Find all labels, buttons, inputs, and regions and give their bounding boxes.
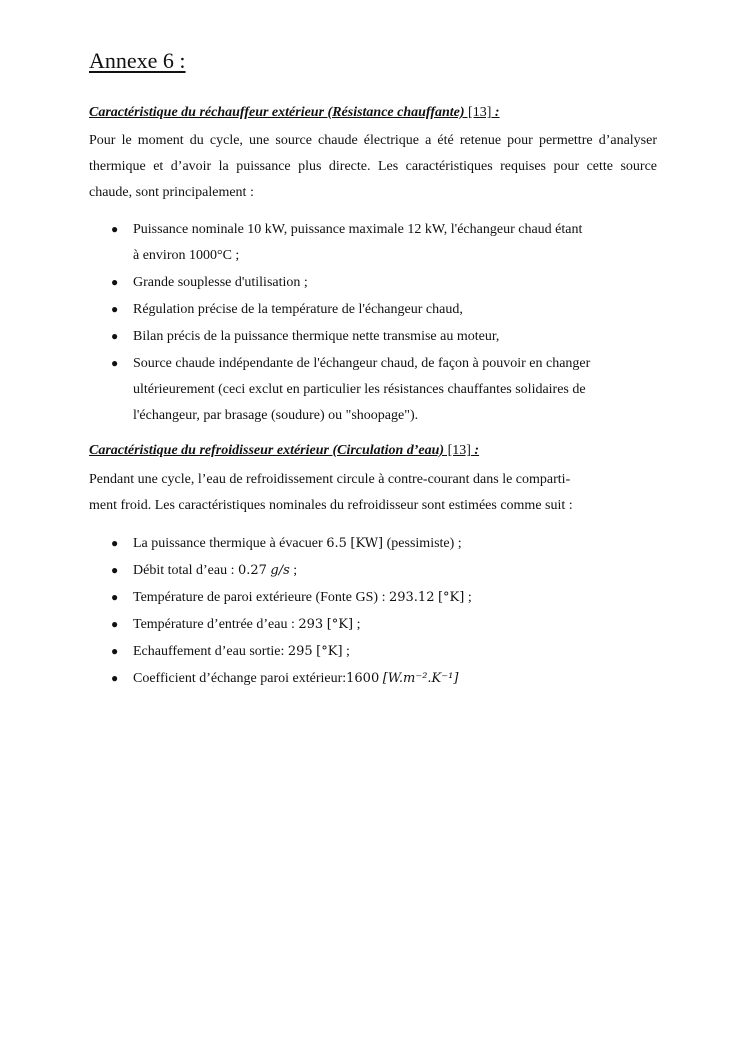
heading-colon: : — [470, 443, 480, 458]
paragraph-line: Pour le moment du cycle, une source chaude électrique a été retenue pour permettre d’analyser — [89, 133, 657, 148]
list-item-text: Débit total d’eau : — [133, 563, 238, 578]
value: 0.27 — [237, 563, 267, 578]
list-item-text: Source chaude indépendante de l'échangeur chaud, de façon à pouvoir en changer — [133, 356, 591, 371]
unit: g/s — [270, 563, 290, 578]
list-item-text: Coefficient d’échange paroi extérieur: — [133, 671, 347, 686]
list-item — [111, 563, 297, 579]
suffix: ; — [464, 590, 472, 605]
suffix: ; — [289, 563, 298, 578]
heading-text: Caractéristique du refroidisseur extérieur (Circulation d’eau) — [89, 443, 445, 458]
list-item-text: Bilan précis de la puissance thermique nette transmise au moteur, — [133, 329, 500, 344]
list-item-text: Echauffement d’eau sortie: — [133, 644, 288, 659]
paragraph-line: thermique et d’avoir la puissance plus directe. Les caractéristiques requises pour cette source — [89, 159, 657, 174]
heading-colon: : — [491, 105, 500, 120]
heading-reference: [13] — [464, 105, 492, 120]
list-item — [111, 671, 458, 687]
heading-text: Caractéristique du réchauffeur extérieur (Résistance chauffante) — [89, 105, 465, 120]
bullet-icon: ● — [111, 222, 119, 236]
unit: [KW] — [350, 536, 384, 551]
suffix: ; — [353, 617, 361, 632]
value: 295 — [287, 644, 313, 659]
section-heading-cooler — [89, 443, 479, 459]
list-item-text: Grande souplesse d'utilisation ; — [133, 275, 308, 290]
bullet-icon: ● — [111, 590, 119, 604]
suffix: (pessimiste) ; — [383, 536, 462, 551]
list-item-text: Puissance nominale 10 kW, puissance maximale 12 kW, l'échangeur chaud étant — [133, 222, 583, 237]
unit: [°K] — [326, 617, 354, 632]
unit: [°K] — [316, 644, 343, 659]
paragraph-line: Pendant une cycle, l’eau de refroidissement circule à contre-courant dans le comparti- — [89, 472, 571, 487]
list-item-continuation: ultérieurement (ceci exclut en particulier les résistances chauffantes solidaires de — [133, 382, 586, 397]
list-item — [111, 222, 582, 238]
list-item-continuation: l'échangeur, par brasage (soudure) ou "shoopage"). — [133, 408, 419, 423]
list-item-text: Température de paroi extérieure (Fonte GS) : — [133, 590, 389, 605]
bullet-icon: ● — [111, 536, 119, 550]
bullet-icon: ● — [111, 644, 119, 658]
unit: [°K] — [437, 590, 465, 605]
list-item-text: Régulation précise de la température de l'échangeur chaud, — [133, 302, 463, 317]
unit: [W.m⁻².K⁻¹] — [382, 671, 459, 686]
annex-title: Annexe 6 : — [89, 48, 186, 73]
list-item — [111, 329, 499, 345]
bullet-icon: ● — [111, 275, 119, 289]
list-item — [111, 617, 360, 633]
value: 1600 — [346, 671, 380, 686]
bullet-icon: ● — [111, 617, 119, 631]
list-item — [111, 590, 472, 606]
list-item — [111, 302, 463, 318]
paragraph-line: ment froid. Les caractéristiques nominales du refroidisseur sont estimées comme suit : — [89, 498, 573, 513]
bullet-icon: ● — [111, 671, 119, 685]
list-item — [111, 356, 590, 372]
paragraph-line: chaude, sont principalement : — [89, 185, 254, 200]
heading-reference: [13] — [444, 443, 471, 458]
value: 293 — [298, 617, 324, 632]
bullet-icon: ● — [111, 329, 119, 343]
bullet-icon: ● — [111, 563, 119, 577]
list-item-text: La puissance thermique à évacuer — [133, 536, 327, 551]
bullet-icon: ● — [111, 302, 119, 316]
value: 6.5 — [326, 536, 347, 551]
section-heading-heater — [89, 105, 500, 121]
bullet-icon: ● — [111, 356, 119, 370]
suffix: ; — [342, 644, 350, 659]
value: 293.12 — [388, 590, 435, 605]
list-item-continuation: à environ 1000°C ; — [133, 248, 240, 263]
list-item — [111, 536, 462, 552]
list-item — [111, 275, 308, 291]
list-item-text: Température d’entrée d’eau : — [133, 617, 299, 632]
list-item — [111, 644, 350, 660]
